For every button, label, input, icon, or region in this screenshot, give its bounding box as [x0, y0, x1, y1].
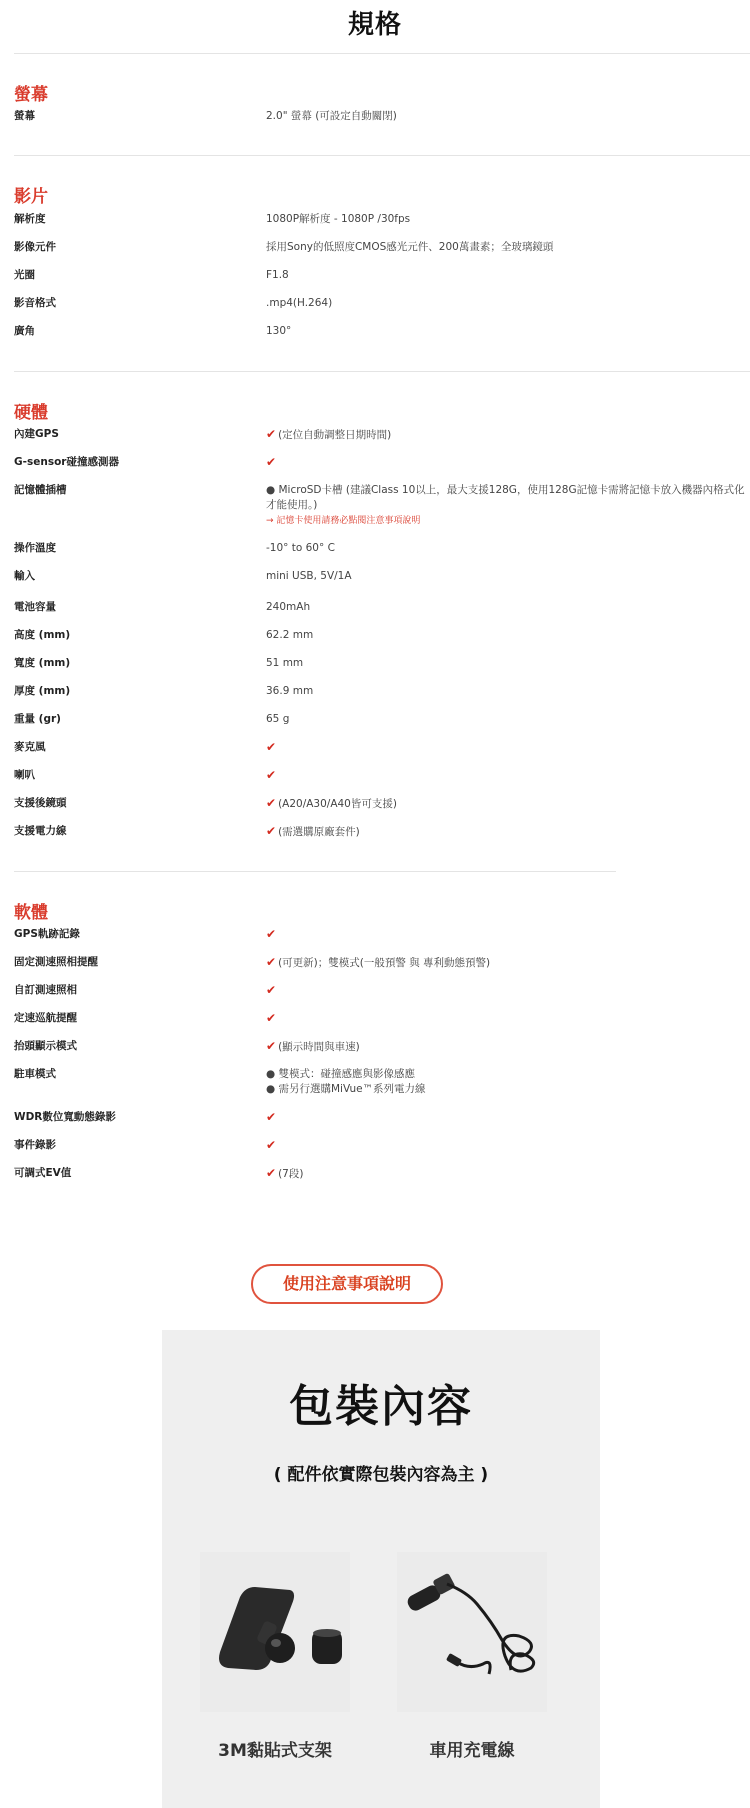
spec-label: 輸入	[14, 570, 35, 582]
check-icon: ✔	[266, 740, 277, 754]
spec-label: 光圈	[14, 269, 35, 281]
spec-label: 麥克風	[14, 741, 46, 753]
check-icon: ✔	[266, 455, 277, 469]
spec-value: F1.8	[266, 269, 289, 281]
spec-label: 自訂測速照相	[14, 984, 77, 996]
spec-label: G-sensor碰撞感測器	[14, 456, 119, 468]
spec-value	[266, 768, 750, 784]
section-title-hardware: 硬體	[14, 403, 48, 423]
spec-value: -10° to 60° C	[266, 542, 335, 554]
spec-value: 130°	[266, 325, 292, 337]
spec-value-text: (定位自動調整日期時間)	[278, 429, 392, 441]
spec-label: WDR數位寬動態錄影	[14, 1111, 116, 1123]
spec-value-text: (需選購原廠套件)	[278, 826, 360, 838]
package-subtitle: ( 配件依實際包裝內容為主 )	[273, 1465, 489, 1485]
spec-label: 支援電力線	[14, 825, 67, 837]
check-icon: ✔	[266, 927, 277, 941]
spec-value: 36.9 mm	[266, 685, 314, 697]
check-icon: ✔	[266, 1011, 277, 1025]
spec-value	[266, 427, 750, 443]
spec-value: 採用Sony的低照度CMOS感光元件、200萬畫素；全玻璃鏡頭	[266, 241, 554, 253]
spec-label: GPS軌跡記錄	[14, 928, 80, 940]
spec-value: 62.2 mm	[266, 629, 314, 641]
spec-label: 廣角	[14, 325, 35, 337]
spec-label: 喇叭	[14, 769, 35, 781]
spec-value: 2.0" 螢幕 (可設定自動關閉)	[266, 110, 397, 122]
divider	[14, 53, 750, 54]
car-charger-cable-icon	[397, 1552, 547, 1712]
check-icon: ✔	[266, 955, 277, 969]
check-icon: ✔	[266, 1110, 277, 1124]
section-title-video: 影片	[14, 187, 48, 207]
spec-label: 事件錄影	[14, 1139, 56, 1151]
spec-value-line: ● 需另行選購MiVue™系列電力線	[266, 1083, 426, 1095]
spec-label: 定速巡航提醒	[14, 1012, 77, 1024]
spec-value	[266, 455, 750, 471]
spec-label: 可調式EV值	[14, 1167, 72, 1179]
package-item-label: 車用充電線	[429, 1741, 515, 1761]
check-icon: ✔	[266, 796, 277, 810]
spec-value	[266, 824, 750, 840]
check-icon: ✔	[266, 427, 277, 441]
spec-label: 記憶體插槽	[14, 484, 67, 496]
spec-value	[266, 483, 750, 529]
spec-label: 固定測速照相提醒	[14, 956, 98, 968]
memory-card-notice-link[interactable]: → 記憶卡使用請務必點閱注意事項說明	[266, 516, 421, 526]
spec-label: 支援後鏡頭	[14, 797, 67, 809]
spec-label: 影音格式	[14, 297, 56, 309]
spec-label: 螢幕	[14, 110, 35, 122]
package-title: 包裝內容	[289, 1381, 473, 1432]
spec-value	[266, 1067, 750, 1097]
spec-value	[266, 740, 750, 756]
check-icon: ✔	[266, 768, 277, 782]
spec-label: 操作溫度	[14, 542, 56, 554]
spec-value-text: (A20/A30/A40皆可支援)	[278, 798, 397, 810]
spec-value-text: (顯示時間與車速)	[278, 1041, 360, 1053]
spec-value	[266, 1138, 750, 1154]
spec-value-text: (可更新)；雙模式(一般預警 與 專利動態預警)	[278, 957, 491, 969]
spec-label: 駐車模式	[14, 1068, 56, 1080]
spec-value	[266, 1110, 750, 1126]
spec-label: 解析度	[14, 213, 46, 225]
divider	[14, 371, 750, 372]
divider	[14, 871, 616, 872]
spec-value	[266, 955, 750, 971]
divider	[14, 155, 750, 156]
spec-value	[266, 1011, 750, 1027]
spec-label: 厚度 (mm)	[14, 685, 71, 697]
usage-notice-button[interactable]: 使用注意事項說明	[251, 1264, 443, 1304]
spec-label: 寬度 (mm)	[14, 657, 71, 669]
spec-value	[266, 1166, 750, 1182]
spec-value	[266, 796, 750, 812]
spec-value: 1080P解析度 - 1080P /30fps	[266, 213, 411, 225]
spec-value-text: (7段)	[278, 1168, 304, 1180]
check-icon: ✔	[266, 1039, 277, 1053]
spec-label: 高度 (mm)	[14, 629, 71, 641]
package-item-label: 3M黏貼式支架	[218, 1741, 332, 1761]
section-title-software: 軟體	[14, 903, 48, 923]
spec-label: 內建GPS	[14, 428, 59, 440]
check-icon: ✔	[266, 824, 277, 838]
spec-value-line: ● 雙模式：碰撞感應與影像感應	[266, 1068, 415, 1080]
spec-label: 重量 (gr)	[14, 713, 61, 725]
spec-label: 抬頭顯示模式	[14, 1040, 77, 1052]
spec-value-text: ● MicroSD卡槽 (建議Class 10以上，最大支援128G，使用128G記憶卡需將記憶卡放入機器內格式化才能使用。)	[266, 484, 745, 511]
package-contents-panel	[162, 1330, 600, 1808]
check-icon: ✔	[266, 1166, 277, 1180]
adhesive-mount-icon	[200, 1552, 350, 1712]
spec-value: mini USB, 5V/1A	[266, 570, 352, 582]
section-title-screen: 螢幕	[14, 85, 48, 105]
spec-value: .mp4(H.264)	[266, 297, 333, 309]
check-icon: ✔	[266, 1138, 277, 1152]
spec-value	[266, 927, 750, 943]
spec-value	[266, 1039, 750, 1055]
spec-value: 240mAh	[266, 601, 311, 613]
page-title: 規格	[347, 10, 402, 40]
spec-label: 電池容量	[14, 601, 56, 613]
spec-value	[266, 983, 750, 999]
check-icon: ✔	[266, 983, 277, 997]
spec-label: 影像元件	[14, 241, 56, 253]
spec-value: 51 mm	[266, 657, 304, 669]
spec-value: 65 g	[266, 713, 290, 725]
